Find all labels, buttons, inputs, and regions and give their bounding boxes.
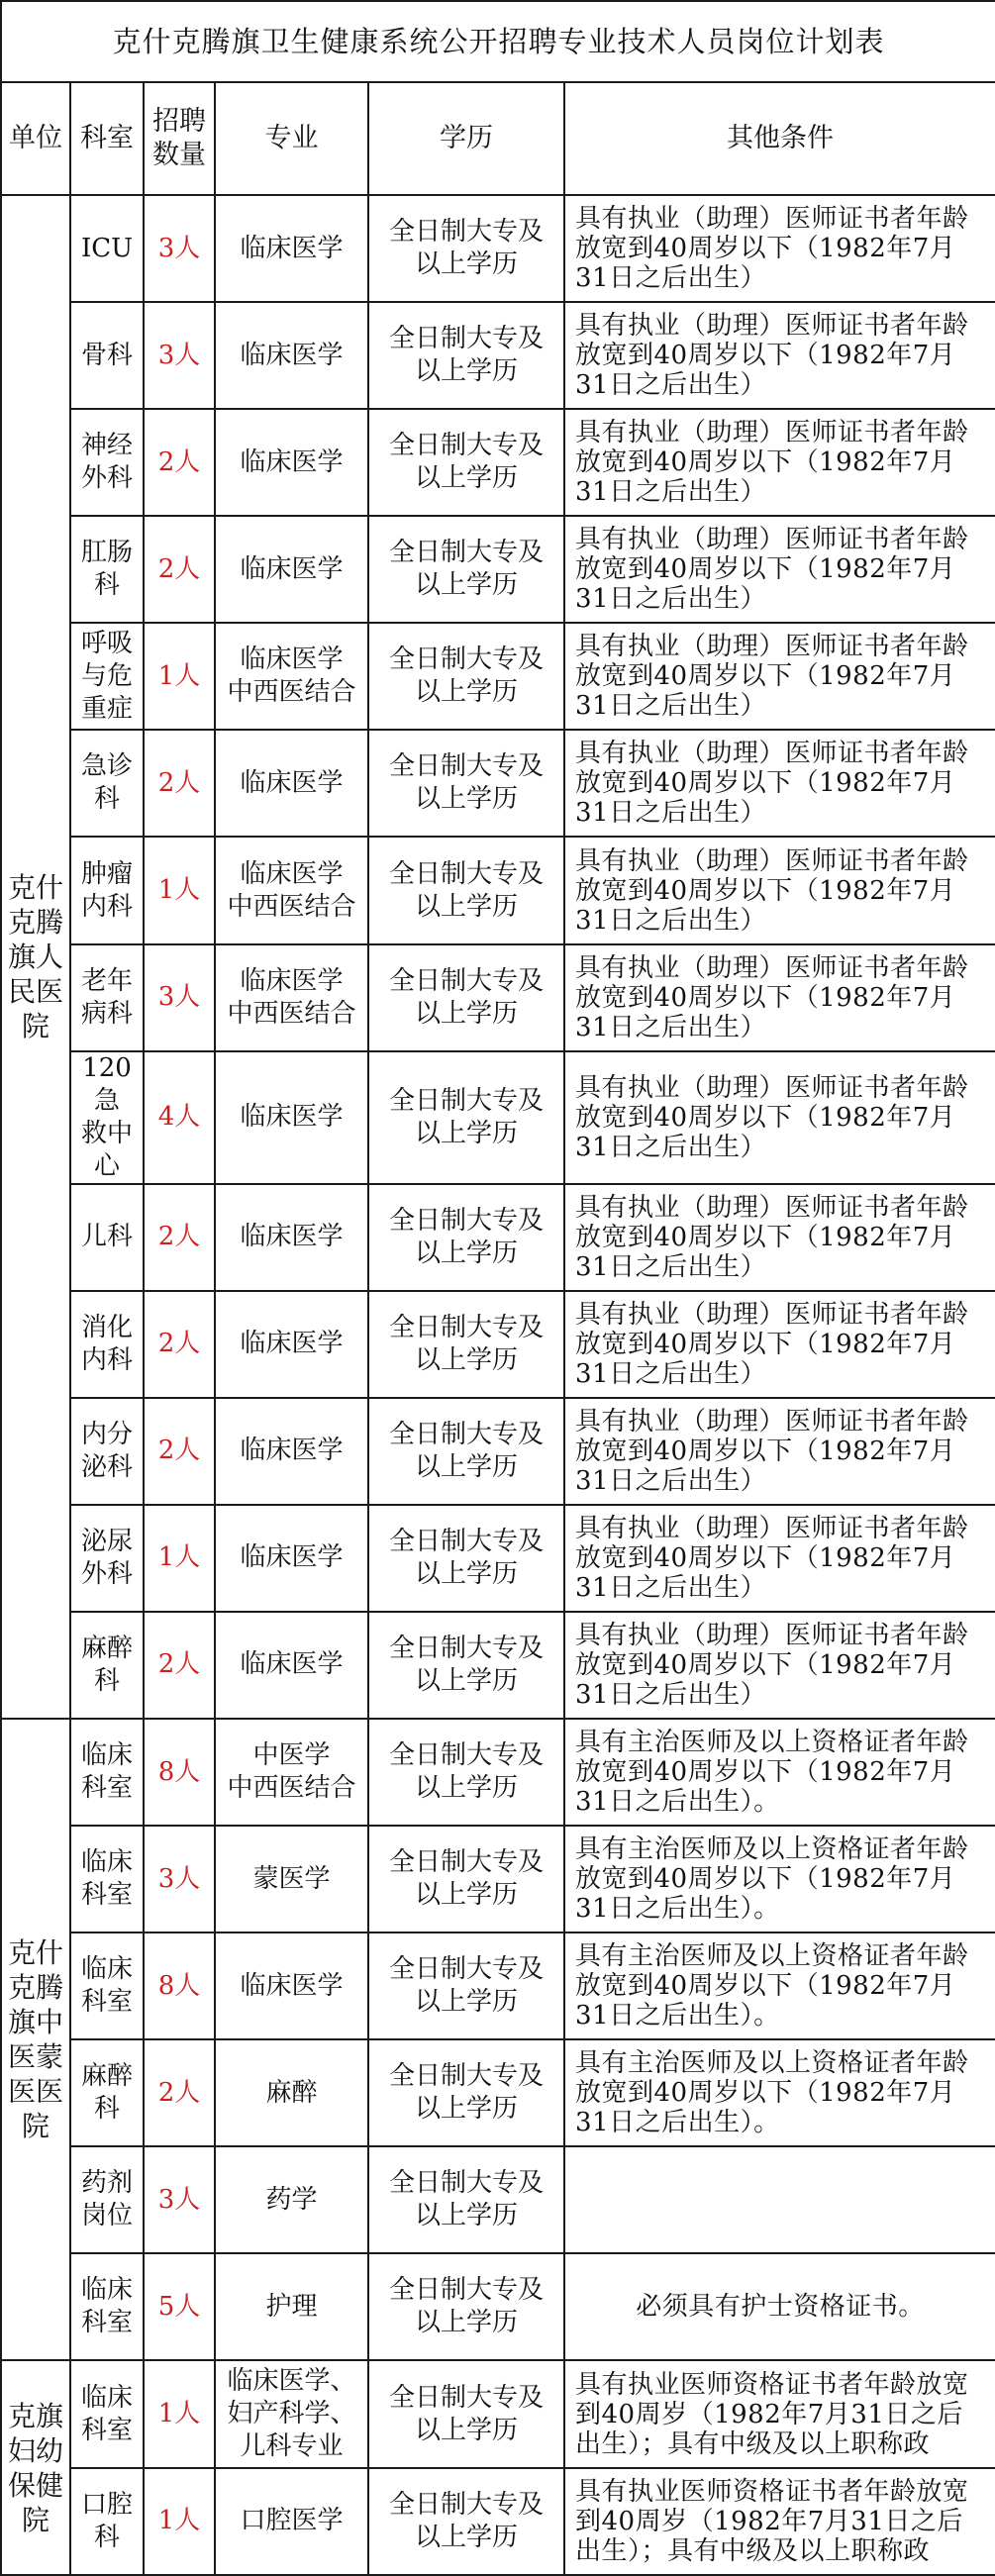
dept-cell: 药剂 岗位: [70, 2146, 144, 2253]
conditions-cell: 具有执业（助理）医师证书者年龄放宽到40周岁以下（1982年7月31日之后出生）: [564, 1291, 995, 1398]
conditions-cell: 必须具有护士资格证书。: [564, 2253, 995, 2360]
conditions-cell: 具有执业（助理）医师证书者年龄放宽到40周岁以下（1982年7月31日之后出生）: [564, 837, 995, 943]
table-row: [1, 2146, 995, 2253]
table-row: [1, 2039, 995, 2146]
table-row: [1, 1505, 995, 1612]
major-cell: 临床医学、 妇产科学、 儿科专业: [215, 2360, 368, 2467]
header-dept: 科室: [70, 82, 144, 195]
count-cell: 8人: [144, 1932, 215, 2039]
education-cell: 全日制大专及 以上学历: [368, 2146, 564, 2253]
dept-cell: 麻醉 科: [70, 1612, 144, 1719]
count-cell: 3人: [144, 2146, 215, 2253]
major-cell: 护理: [215, 2253, 368, 2360]
dept-cell: 神经 外科: [70, 409, 144, 516]
dept-cell: 临床 科室: [70, 1719, 144, 1826]
major-cell: 临床医学 中西医结合: [215, 944, 368, 1051]
dept-cell: 临床 科室: [70, 2360, 144, 2467]
dept-cell: 呼吸 与危 重症: [70, 623, 144, 730]
dept-cell: ICU: [70, 195, 144, 302]
count-cell: 2人: [144, 2039, 215, 2146]
conditions-cell: 具有执业（助理）医师证书者年龄放宽到40周岁以下（1982年7月31日之后出生）: [564, 409, 995, 516]
conditions-cell: 具有执业医师资格证书者年龄放宽到40周岁（1982年7月31日之后出生）；具有中级及以上职称政: [564, 2468, 995, 2575]
education-cell: 全日制大专及 以上学历: [368, 1826, 564, 1932]
conditions-cell: 具有主治医师及以上资格证者年龄放宽到40周岁以下（1982年7月31日之后出生）。: [564, 1826, 995, 1932]
education-cell: 全日制大专及 以上学历: [368, 1051, 564, 1184]
table-row: [1, 1826, 995, 1932]
conditions-cell: 具有主治医师及以上资格证者年龄放宽到40周岁以下（1982年7月31日之后出生）。: [564, 1719, 995, 1826]
major-cell: 临床医学 中西医结合: [215, 837, 368, 943]
education-cell: 全日制大专及 以上学历: [368, 623, 564, 730]
conditions-cell: [564, 2146, 995, 2253]
dept-cell: 消化 内科: [70, 1291, 144, 1398]
unit-cell: 克什 克腾 旗人 民医 院: [1, 195, 70, 1719]
count-cell: 3人: [144, 1826, 215, 1932]
education-cell: 全日制大专及 以上学历: [368, 1184, 564, 1291]
table-row: [1, 302, 995, 409]
conditions-cell: 具有主治医师及以上资格证者年龄放宽到40周岁以下（1982年7月31日之后出生）。: [564, 2039, 995, 2146]
table-row: [1, 837, 995, 943]
table-row: [1, 944, 995, 1051]
count-cell: 1人: [144, 2468, 215, 2575]
major-cell: 口腔医学: [215, 2468, 368, 2575]
table-row: [1, 1612, 995, 1719]
education-cell: 全日制大专及 以上学历: [368, 837, 564, 943]
education-cell: 全日制大专及 以上学历: [368, 2468, 564, 2575]
major-cell: 中医学 中西医结合: [215, 1719, 368, 1826]
count-cell: 4人: [144, 1051, 215, 1184]
major-cell: 临床医学: [215, 1291, 368, 1398]
count-cell: 8人: [144, 1719, 215, 1826]
dept-cell: 骨科: [70, 302, 144, 409]
count-cell: 2人: [144, 516, 215, 623]
table-row: [1, 623, 995, 730]
header-conditions: 其他条件: [564, 82, 995, 195]
count-cell: 2人: [144, 1612, 215, 1719]
education-cell: 全日制大专及 以上学历: [368, 2039, 564, 2146]
major-cell: 临床医学: [215, 409, 368, 516]
major-cell: 临床医学 中西医结合: [215, 623, 368, 730]
table-row: [1, 1291, 995, 1398]
table-row: [1, 1398, 995, 1505]
count-cell: 2人: [144, 730, 215, 837]
major-cell: 临床医学: [215, 1612, 368, 1719]
major-cell: 临床医学: [215, 1184, 368, 1291]
major-cell: 临床医学: [215, 195, 368, 302]
table-title: 克什克腾旗卫生健康系统公开招聘专业技术人员岗位计划表: [1, 1, 995, 82]
major-cell: 临床医学: [215, 1398, 368, 1505]
count-cell: 3人: [144, 944, 215, 1051]
dept-cell: 口腔 科: [70, 2468, 144, 2575]
header-education: 学历: [368, 82, 564, 195]
header-unit: 单位: [1, 82, 70, 195]
dept-cell: 泌尿 外科: [70, 1505, 144, 1612]
table-row: [1, 1719, 995, 1826]
dept-cell: 肿瘤 内科: [70, 837, 144, 943]
table-row: [1, 409, 995, 516]
header-count: 招聘 数量: [144, 82, 215, 195]
conditions-cell: 具有主治医师及以上资格证者年龄放宽到40周岁以下（1982年7月31日之后出生）。: [564, 1932, 995, 2039]
education-cell: 全日制大专及 以上学历: [368, 944, 564, 1051]
education-cell: 全日制大专及 以上学历: [368, 2360, 564, 2467]
education-cell: 全日制大专及 以上学历: [368, 1505, 564, 1612]
education-cell: 全日制大专及 以上学历: [368, 516, 564, 623]
count-cell: 5人: [144, 2253, 215, 2360]
conditions-cell: 具有执业（助理）医师证书者年龄放宽到40周岁以下（1982年7月31日之后出生）: [564, 516, 995, 623]
count-cell: 3人: [144, 302, 215, 409]
table-row: [1, 2253, 995, 2360]
table-row: [1, 1184, 995, 1291]
education-cell: 全日制大专及 以上学历: [368, 2253, 564, 2360]
major-cell: 麻醉: [215, 2039, 368, 2146]
table-row: [1, 730, 995, 837]
conditions-cell: 具有执业（助理）医师证书者年龄放宽到40周岁以下（1982年7月31日之后出生）: [564, 1051, 995, 1184]
count-cell: 2人: [144, 1291, 215, 1398]
count-cell: 1人: [144, 1505, 215, 1612]
count-cell: 2人: [144, 1398, 215, 1505]
title-row: [1, 1, 995, 82]
major-cell: 蒙医学: [215, 1826, 368, 1932]
conditions-cell: 具有执业医师资格证书者年龄放宽到40周岁（1982年7月31日之后出生）；具有中级及以上职称政: [564, 2360, 995, 2467]
dept-cell: 肛肠 科: [70, 516, 144, 623]
education-cell: 全日制大专及 以上学历: [368, 1291, 564, 1398]
education-cell: 全日制大专及 以上学历: [368, 302, 564, 409]
dept-cell: 120急 救中 心: [70, 1051, 144, 1184]
education-cell: 全日制大专及 以上学历: [368, 1398, 564, 1505]
table-row: [1, 1051, 995, 1184]
major-cell: 临床医学: [215, 1051, 368, 1184]
conditions-cell: 具有执业（助理）医师证书者年龄放宽到40周岁以下（1982年7月31日之后出生）: [564, 195, 995, 302]
table-row: [1, 2360, 995, 2467]
major-cell: 药学: [215, 2146, 368, 2253]
major-cell: 临床医学: [215, 302, 368, 409]
count-cell: 2人: [144, 409, 215, 516]
major-cell: 临床医学: [215, 1505, 368, 1612]
dept-cell: 临床 科室: [70, 1826, 144, 1932]
dept-cell: 老年 病科: [70, 944, 144, 1051]
table-row: [1, 516, 995, 623]
education-cell: 全日制大专及 以上学历: [368, 730, 564, 837]
count-cell: 1人: [144, 623, 215, 730]
conditions-cell: 具有执业（助理）医师证书者年龄放宽到40周岁以下（1982年7月31日之后出生）: [564, 623, 995, 730]
education-cell: 全日制大专及 以上学历: [368, 195, 564, 302]
conditions-cell: 具有执业（助理）医师证书者年龄放宽到40周岁以下（1982年7月31日之后出生）: [564, 302, 995, 409]
header-major: 专业: [215, 82, 368, 195]
education-cell: 全日制大专及 以上学历: [368, 1612, 564, 1719]
conditions-cell: 具有执业（助理）医师证书者年龄放宽到40周岁以下（1982年7月31日之后出生）: [564, 730, 995, 837]
conditions-cell: 具有执业（助理）医师证书者年龄放宽到40周岁以下（1982年7月31日之后出生）: [564, 1398, 995, 1505]
count-cell: 1人: [144, 837, 215, 943]
unit-cell: 克什 克腾 旗中 医蒙 医医 院: [1, 1719, 70, 2360]
count-cell: 3人: [144, 195, 215, 302]
major-cell: 临床医学: [215, 1932, 368, 2039]
dept-cell: 急诊 科: [70, 730, 144, 837]
major-cell: 临床医学: [215, 730, 368, 837]
major-cell: 临床医学: [215, 516, 368, 623]
dept-cell: 临床 科室: [70, 1932, 144, 2039]
count-cell: 2人: [144, 1184, 215, 1291]
table-row: [1, 195, 995, 302]
dept-cell: 儿科: [70, 1184, 144, 1291]
table-row: [1, 1932, 995, 2039]
conditions-cell: 具有执业（助理）医师证书者年龄放宽到40周岁以下（1982年7月31日之后出生）: [564, 1184, 995, 1291]
conditions-cell: 具有执业（助理）医师证书者年龄放宽到40周岁以下（1982年7月31日之后出生）: [564, 944, 995, 1051]
education-cell: 全日制大专及 以上学历: [368, 1719, 564, 1826]
conditions-cell: 具有执业（助理）医师证书者年龄放宽到40周岁以下（1982年7月31日之后出生）: [564, 1612, 995, 1719]
dept-cell: 临床 科室: [70, 2253, 144, 2360]
count-cell: 1人: [144, 2360, 215, 2467]
conditions-cell: 具有执业（助理）医师证书者年龄放宽到40周岁以下（1982年7月31日之后出生）: [564, 1505, 995, 1612]
education-cell: 全日制大专及 以上学历: [368, 1932, 564, 2039]
dept-cell: 内分 泌科: [70, 1398, 144, 1505]
table-row: [1, 2468, 995, 2575]
dept-cell: 麻醉 科: [70, 2039, 144, 2146]
unit-cell: 克旗 妇幼 保健 院: [1, 2360, 70, 2574]
education-cell: 全日制大专及 以上学历: [368, 409, 564, 516]
header-row: [1, 82, 995, 195]
